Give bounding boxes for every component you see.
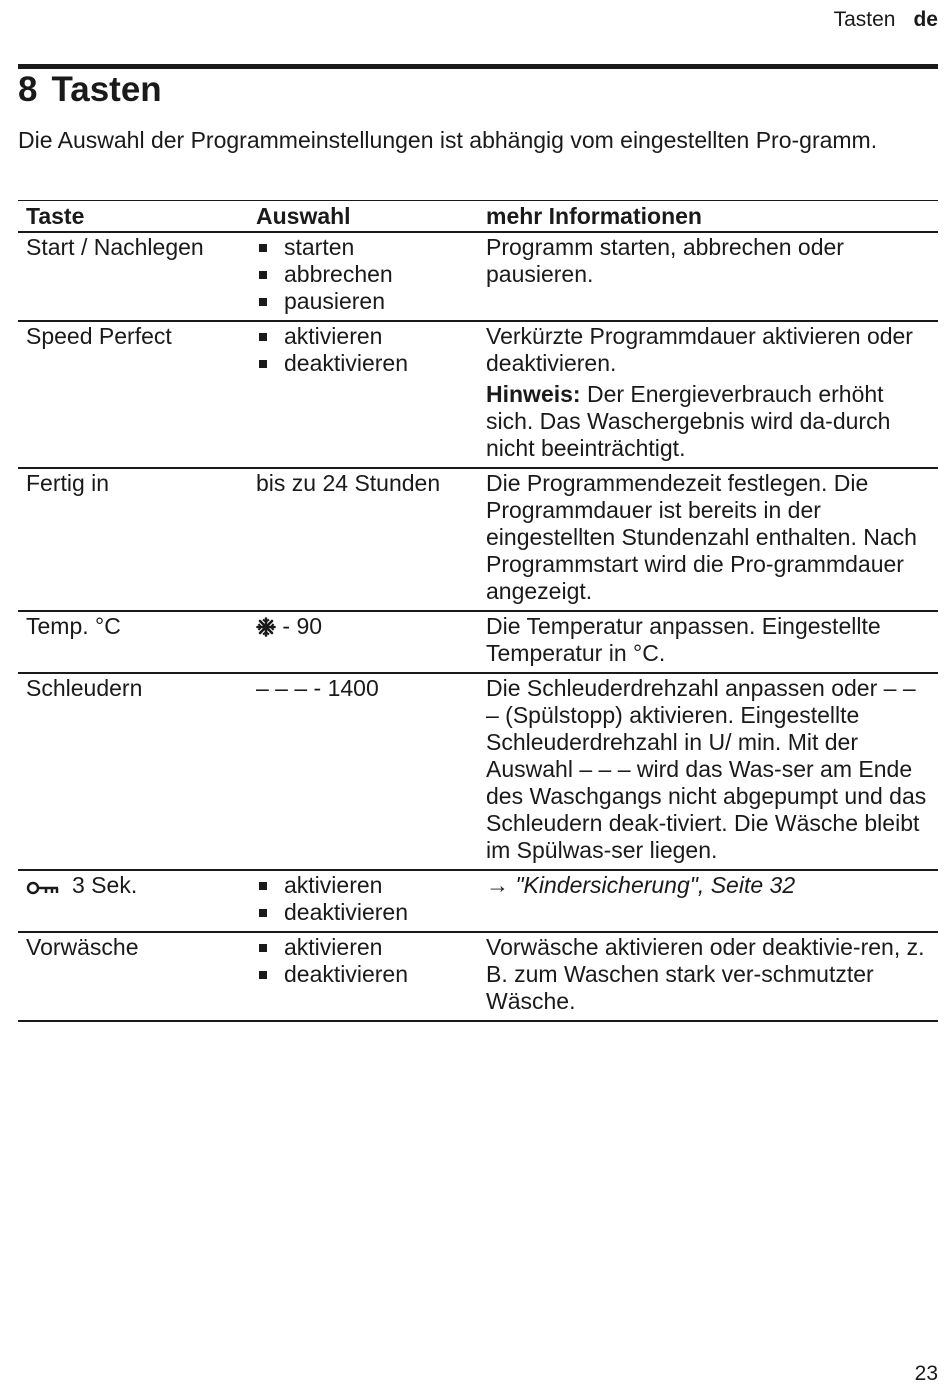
- cell-auswahl: – – – - 1400: [248, 673, 478, 870]
- cell-info: [478, 611, 938, 673]
- list-item: starten: [256, 234, 470, 261]
- header-rule: [18, 64, 938, 69]
- table-row: [18, 468, 938, 611]
- key-icon: [26, 875, 60, 902]
- table-row: [18, 321, 938, 468]
- cell-info: [478, 673, 938, 870]
- snowflake-icon: [256, 616, 276, 643]
- cell-auswahl: bis zu 24 Stunden: [248, 468, 478, 611]
- cell-auswahl: [248, 321, 478, 468]
- cell-info: [478, 932, 938, 1021]
- cell-info: [478, 870, 938, 932]
- cell-auswahl: [248, 232, 478, 321]
- table-row: [18, 611, 938, 673]
- arrow-right-icon: →: [486, 872, 509, 898]
- table-row: [18, 870, 938, 932]
- table-header-row: [18, 201, 938, 233]
- temperature-range: - 90: [282, 613, 323, 639]
- info-text: Die Programmendezeit festlegen. Die Programmdauer ist bereits in der eingestellten Stundenzahl enthalten. Nach Programmstart wird die Pro-grammdauer angezeigt.: [486, 470, 917, 604]
- list-item: abbrechen: [256, 261, 470, 288]
- info-text: Verkürzte Programmdauer aktivieren oder deaktivieren.: [486, 323, 913, 376]
- cell-info: [478, 232, 938, 321]
- list-item: deaktivieren: [256, 961, 470, 988]
- intro-paragraph: Die Auswahl der Programmeinstellungen ist abhängig vom eingestellten Pro-gramm.: [18, 127, 878, 153]
- selection-list: [256, 234, 470, 315]
- column-header-info: mehr Informationen: [478, 201, 938, 233]
- column-header-auswahl: Auswahl: [248, 201, 478, 233]
- table-row: [18, 932, 938, 1021]
- info-text: Die Schleuderdrehzahl anpassen oder – – – (Spülstopp) aktivieren. Eingestellte Schleuderdrehzahl in U/ min. Mit der Auswahl – – – wird das Was-ser am Ende des Waschgangs nicht abgepumpt und das Schleudern deak-tiviert. Die Wäsche bleibt im Spülwas-ser liegen.: [486, 675, 927, 863]
- cell-info: [478, 468, 938, 611]
- key-duration: 3 Sek.: [72, 872, 138, 898]
- cell-taste: [18, 870, 248, 932]
- list-item: aktivieren: [256, 934, 470, 961]
- buttons-table: [18, 200, 938, 1022]
- chapter-heading: [18, 70, 162, 110]
- note-paragraph: [486, 381, 930, 462]
- cell-taste: Temp. °C: [18, 611, 248, 673]
- cell-auswahl: [248, 870, 478, 932]
- table-row: [18, 673, 938, 870]
- list-item: deaktivieren: [256, 899, 470, 926]
- cell-auswahl: [248, 611, 478, 673]
- list-item: aktivieren: [256, 872, 470, 899]
- table-row: [18, 232, 938, 321]
- list-item: deaktivieren: [256, 350, 470, 377]
- running-header-language: de: [913, 8, 938, 31]
- note-label: Hinweis:: [486, 381, 581, 407]
- cell-taste: Fertig in: [18, 468, 248, 611]
- cell-taste: Vorwäsche: [18, 932, 248, 1021]
- info-text: [486, 872, 930, 899]
- info-text: Programm starten, abbrechen oder pausieren.: [486, 234, 844, 287]
- info-text: Die Temperatur anpassen. Eingestellte Temperatur in °C.: [486, 613, 881, 666]
- page-number: 23: [914, 1362, 938, 1385]
- running-header-section: Tasten: [833, 8, 896, 31]
- list-item: pausieren: [256, 288, 470, 315]
- selection-list: [256, 872, 470, 926]
- list-item: aktivieren: [256, 323, 470, 350]
- selection-list: [256, 323, 470, 377]
- running-header: [834, 8, 938, 32]
- cell-taste: Speed Perfect: [18, 321, 248, 468]
- cell-info: [478, 321, 938, 468]
- cell-taste: Schleudern: [18, 673, 248, 870]
- info-text: Vorwäsche aktivieren oder deaktivie-ren, z. B. zum Waschen stark ver-schmutzter Wäsche.: [486, 934, 925, 1014]
- chapter-title: Tasten: [51, 70, 162, 109]
- cell-taste: Start / Nachlegen: [18, 232, 248, 321]
- selection-list: [256, 934, 470, 988]
- note-text: Der Energieverbrauch erhöht sich. Das Waschergebnis wird da-durch nicht beeinträchtigt.: [486, 381, 891, 461]
- cross-reference-link[interactable]: "Kindersicherung", Seite 32: [515, 872, 796, 898]
- chapter-number: 8: [18, 70, 38, 109]
- cell-auswahl: [248, 932, 478, 1021]
- column-header-taste: Taste: [18, 201, 248, 233]
